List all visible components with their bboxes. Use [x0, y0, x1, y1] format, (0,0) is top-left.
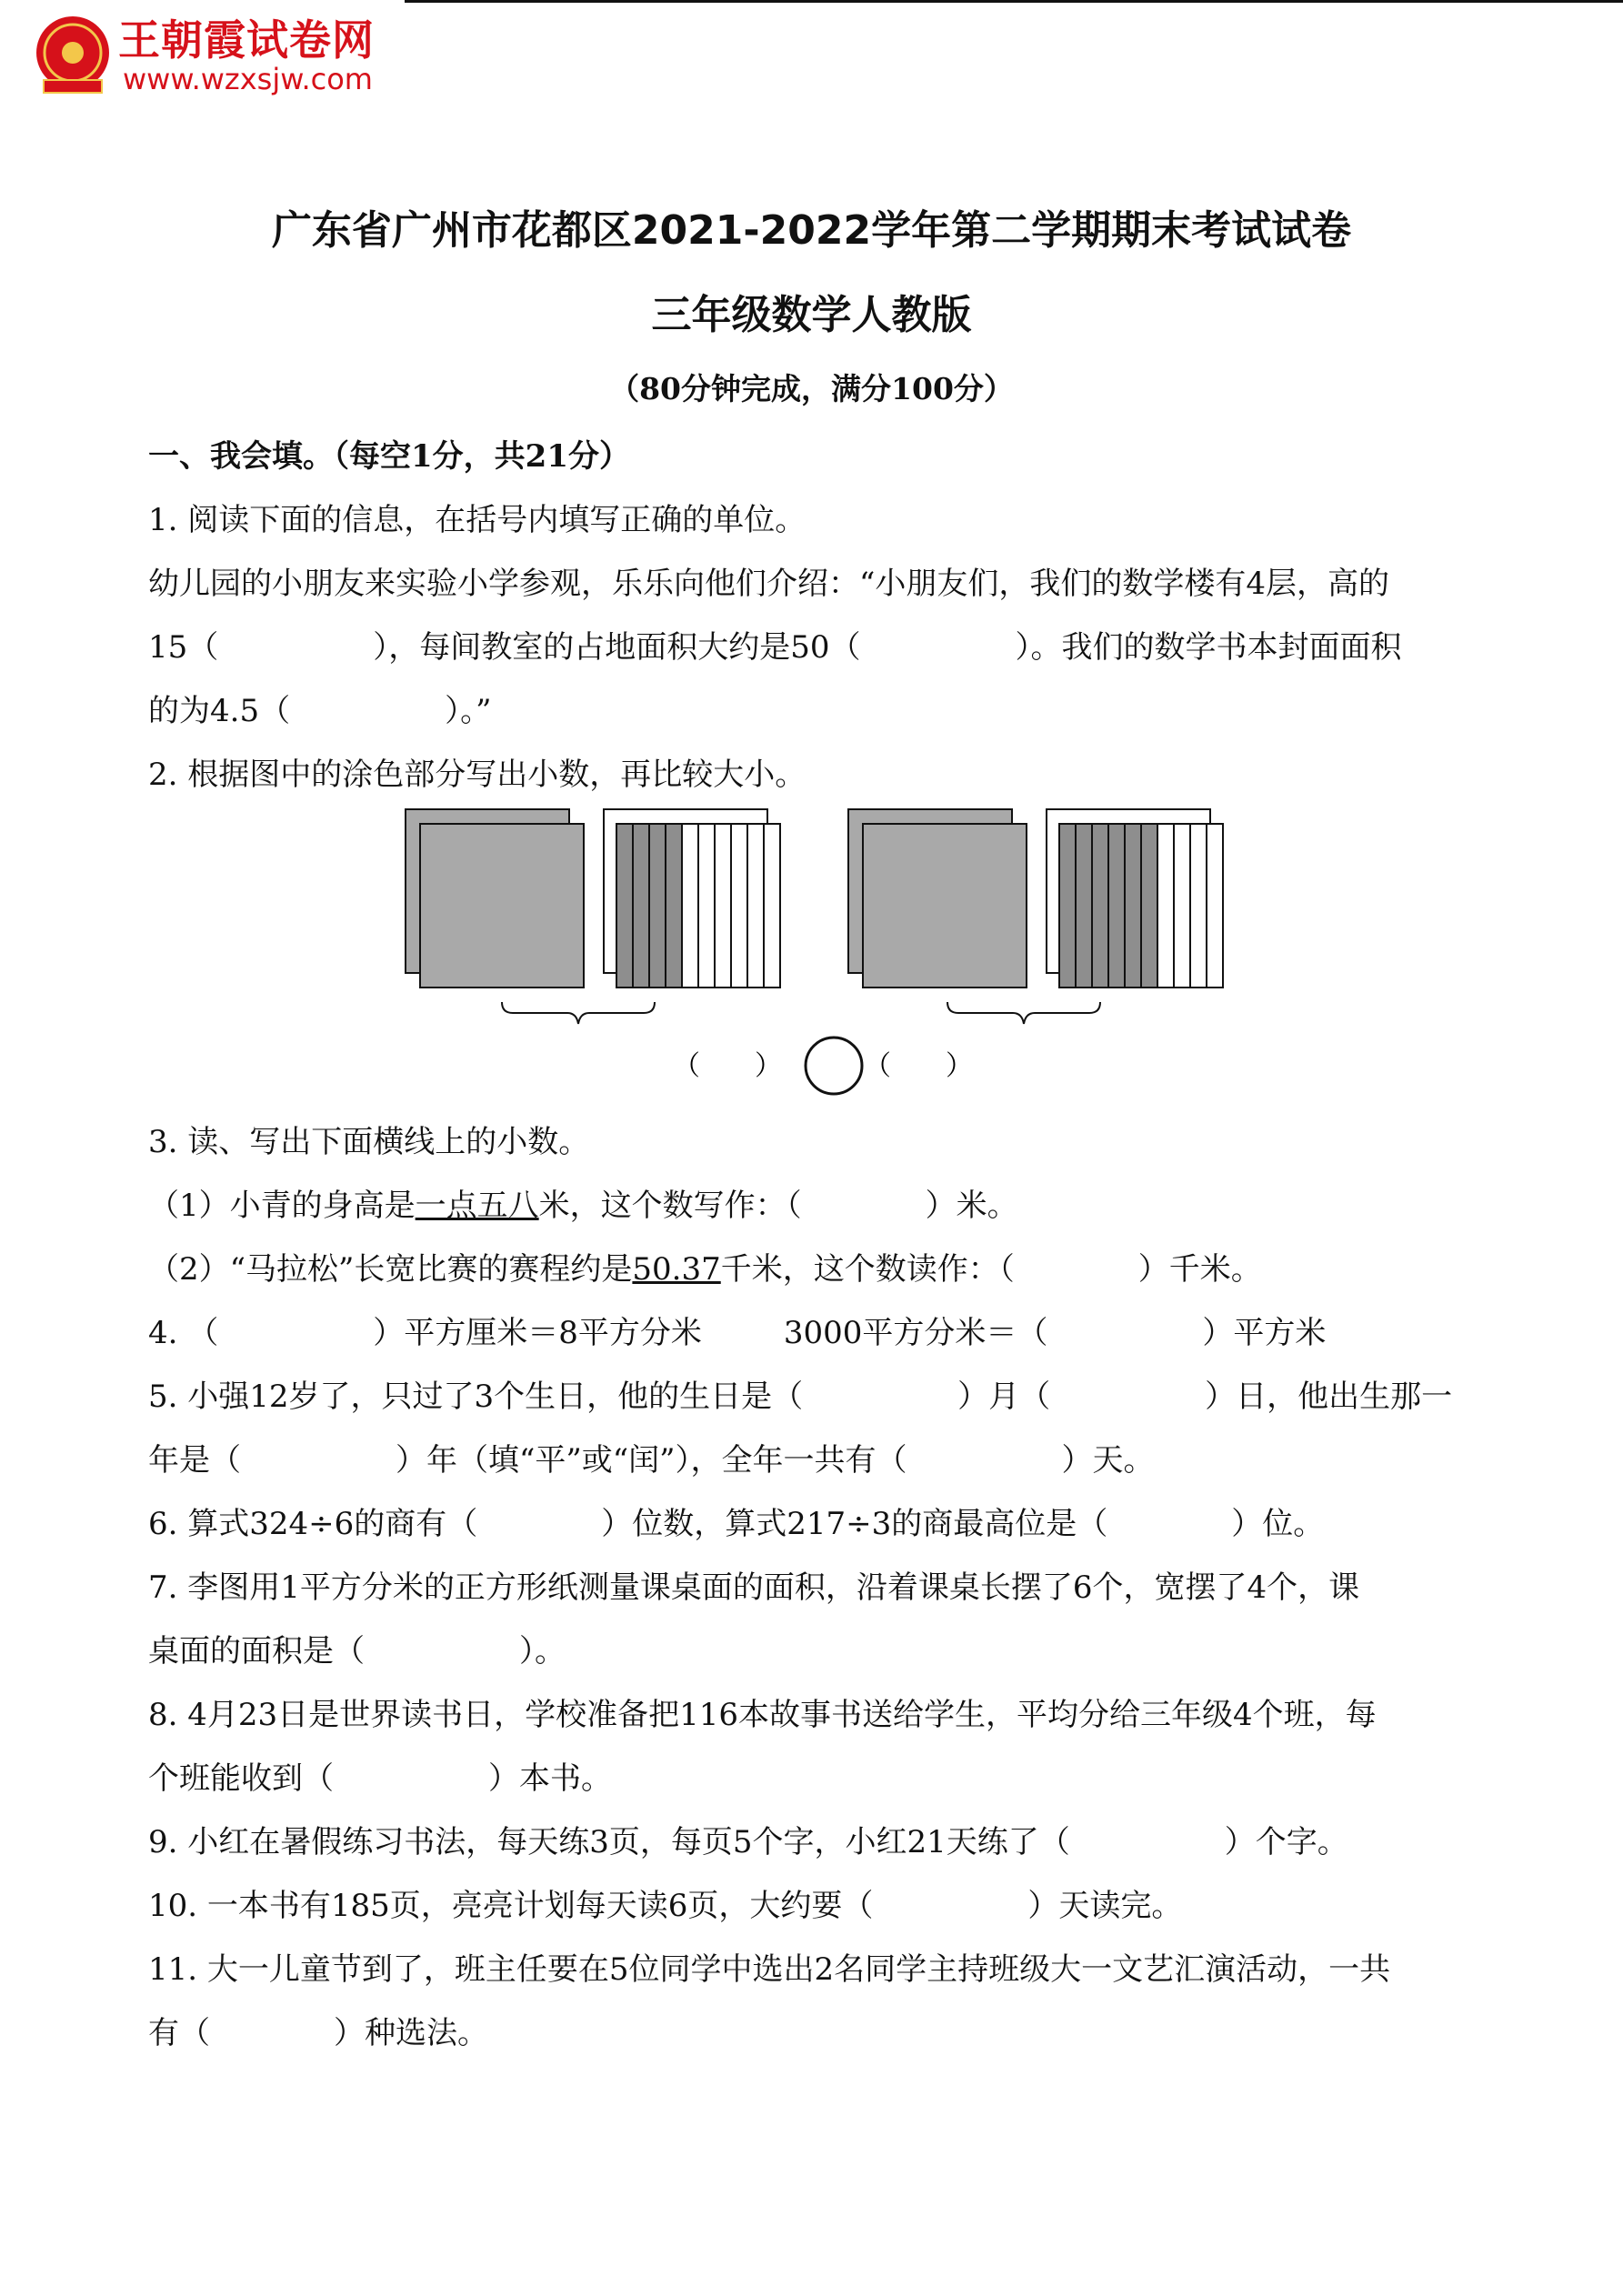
strip-column [1207, 824, 1223, 988]
exam-time-score: （80分钟完成，满分100分） [609, 371, 1014, 406]
q1-line2: 15（ ），每间教室的占地面积大约是50（ ）。我们的数学书本封面面积 [148, 629, 1402, 666]
q6: 6. 算式324÷6的商有（ ）位数，算式217÷3的商最高位是（ ）位。 [148, 1506, 1325, 1542]
strip-column [1059, 824, 1076, 988]
q9: 9. 小红在暑假练习书法，每天练3页，每页5个字，小红21天练了（ ）个字。 [148, 1824, 1348, 1860]
strip-column [1141, 824, 1157, 988]
q1-line3: 的为4.5（ ）。” [148, 693, 492, 729]
strip-column [1157, 824, 1174, 988]
brand-name: 王朝霞试卷网 [118, 15, 375, 65]
q11-line2: 有（ ）种选法。 [148, 2015, 488, 2051]
q4: 4. （ ）平方厘米＝8平方分米 3000平方分米＝（ ）平方米 [148, 1315, 1327, 1351]
left-answer-paren: （ ） [673, 1050, 782, 1082]
q3-stem: 3. 读、写出下面横线上的小数。 [148, 1124, 590, 1160]
strip-column [1174, 824, 1190, 988]
compare-circle[interactable] [806, 1038, 862, 1094]
strip-column [666, 824, 682, 988]
decimal-figure [391, 800, 1227, 1109]
strip-column [764, 824, 780, 988]
q10: 10. 一本书有185页，亮亮计划每天读6页，大约要（ ）天读完。 [148, 1888, 1183, 1924]
left-strip-square [604, 809, 780, 988]
q3-part1: （1）小青的身高是一点五八米，这个数写作：（ ）米。 [148, 1188, 1018, 1224]
left-brace [502, 1002, 655, 1024]
strip-column [1190, 824, 1207, 988]
right-answer-paren: （ ） [864, 1050, 973, 1082]
q3-part2: （2）“马拉松”长宽比赛的赛程约是50.37千米，这个数读作：（ ）千米。 [148, 1251, 1262, 1288]
strip-column [1125, 824, 1141, 988]
q7-line2: 桌面的面积是（ ）。 [148, 1633, 566, 1669]
strip-column [1108, 824, 1125, 988]
strip-column [633, 824, 649, 988]
q1-stem: 1. 阅读下面的信息，在括号内填写正确的单位。 [148, 502, 806, 538]
q1-line1: 幼儿园的小朋友来实验小学参观，乐乐向他们介绍：“小朋友们，我们的数学楼有4层，高的 [148, 566, 1390, 602]
q8-line1: 8. 4月23日是世界读书日，学校准备把116本故事书送给学生，平均分给三年级4个班，每 [148, 1697, 1377, 1733]
header-rule [405, 0, 1623, 3]
q2-stem: 2. 根据图中的涂色部分写出小数，再比较大小。 [148, 757, 806, 793]
strip-column [715, 824, 731, 988]
q7-line1: 7. 李图用1平方分米的正方形纸测量课桌面的面积，沿着课桌长摆了6个，宽摆了4个，课 [148, 1569, 1360, 1606]
right-brace [947, 1002, 1100, 1024]
strip-column [616, 824, 633, 988]
strip-column [682, 824, 698, 988]
q11-line1: 11. 大一儿童节到了，班主任要在5位同学中选出2名同学主持班级大一文艺汇演活动，一共 [148, 1951, 1391, 1988]
q5-line2: 年是（ ）年（填“平”或“闰”），全年一共有（ ）天。 [148, 1442, 1155, 1479]
exam-subtitle: 三年级数学人教版 [651, 292, 972, 338]
brand-logo-icon [27, 11, 118, 102]
strip-column [649, 824, 666, 988]
right-strip-square [1047, 809, 1223, 988]
right-full-square [848, 809, 1027, 988]
q8-line2: 个班能收到（ ）本书。 [148, 1760, 612, 1797]
site-url[interactable]: www.wzxsjw.com [123, 62, 373, 96]
section-title: 一、我会填。（每空1分，共21分） [148, 438, 630, 475]
left-full-square [406, 809, 584, 988]
q5-line1: 5. 小强12岁了，只过了3个生日，他的生日是（ ）月（ ）日，他出生那一 [148, 1379, 1453, 1415]
strip-column [1092, 824, 1108, 988]
strip-column [747, 824, 764, 988]
exam-title: 广东省广州市花都区2021-2022学年第二学期期末考试试卷 [271, 207, 1352, 254]
strip-column [698, 824, 715, 988]
strip-column [731, 824, 747, 988]
strip-column [1076, 824, 1092, 988]
